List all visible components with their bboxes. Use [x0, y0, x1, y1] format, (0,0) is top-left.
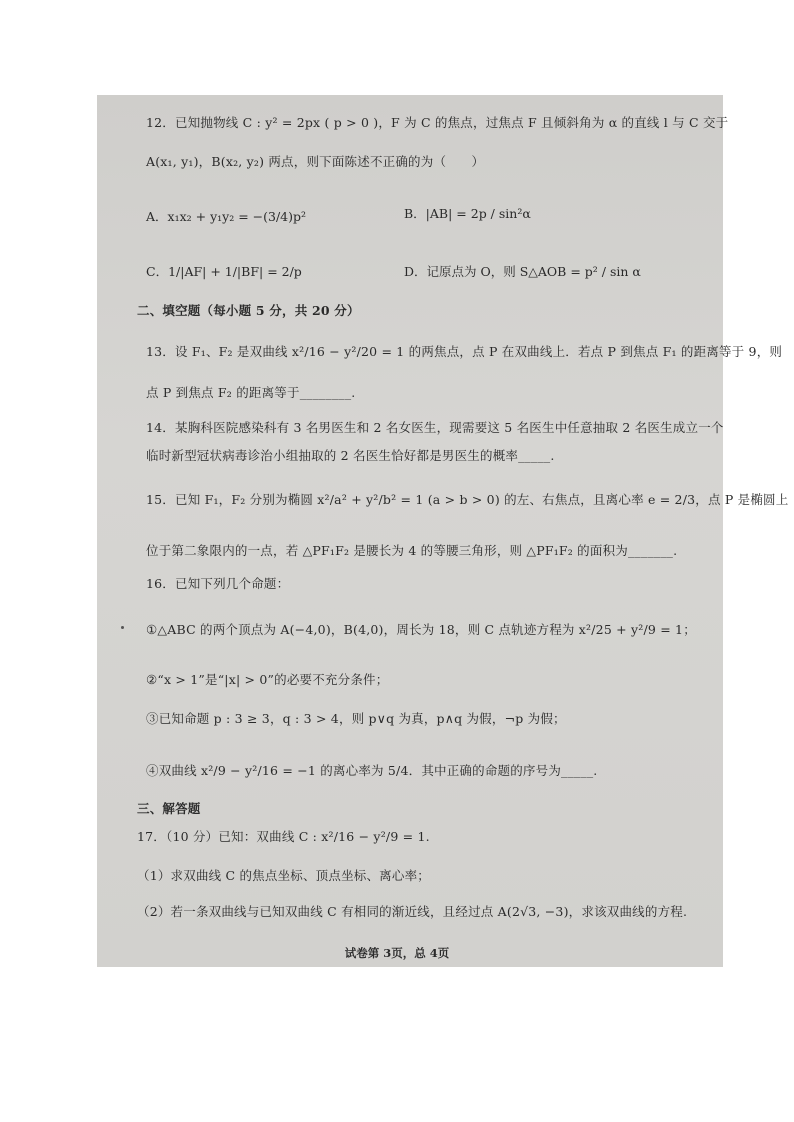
q12-option-b: B．|AB| = 2p / sin²α	[404, 206, 531, 221]
q17-part1: （1）求双曲线 C 的焦点坐标、顶点坐标、离心率；	[137, 868, 430, 883]
pen-dot-mark	[121, 626, 124, 629]
q14-line1: 14．某胸科医院感染科有 3 名男医生和 2 名女医生，现需要这 5 名医生中任意抽取 2 名医生成立一个	[146, 420, 724, 435]
q15-line2: 位于第二象限内的一点，若 △PF₁F₂ 是腰长为 4 的等腰三角形，则 △PF₁F₂ 的面积为_______.	[146, 543, 678, 558]
q16-item1: ①△ABC 的两个顶点为 A(−4,0)，B(4,0)，周长为 18，则 C 点轨迹方程为 x²/25 + y²/9 = 1；	[146, 622, 696, 637]
q12-option-c: C．1/|AF| + 1/|BF| = 2/p	[146, 264, 302, 279]
q12-stem-line2: A(x₁, y₁)，B(x₂, y₂) 两点，则下面陈述不正确的为（ ）	[146, 154, 485, 169]
page-footer: 试卷第 3页，总 4页	[344, 946, 450, 960]
q17-part2: （2）若一条双曲线与已知双曲线 C 有相同的渐近线，且经过点 A(2√3, −3)，求该双曲线的方程.	[137, 904, 688, 919]
q12-option-d: D．记原点为 O，则 S△AOB = p² / sin α	[404, 264, 641, 279]
q16-item4: ④双曲线 x²/9 − y²/16 = −1 的离心率为 5/4．其中正确的命题的序号为_____.	[146, 763, 598, 778]
q13-line1: 13．设 F₁、F₂ 是双曲线 x²/16 − y²/20 = 1 的两焦点，点 P 在双曲线上．若点 P 到焦点 F₁ 的距离等于 9，则	[146, 344, 783, 359]
q12-option-a: A．x₁x₂ + y₁y₂ = −(3/4)p²	[146, 209, 306, 224]
q17-stem: 17．（10 分）已知：双曲线 C : x²/16 − y²/9 = 1.	[137, 829, 430, 844]
q12-stem-line1: 12．已知抛物线 C : y² = 2px ( p > 0 )，F 为 C 的焦点，过焦点 F 且倾斜角为 α 的直线 l 与 C 交于	[146, 115, 729, 130]
q16-item2: ②“x > 1”是“|x| > 0”的必要不充分条件；	[146, 672, 389, 687]
q16-item3: ③已知命题 p : 3 ≥ 3，q : 3 > 4，则 p∨q 为真，p∧q 为假，¬p 为假；	[146, 711, 566, 726]
q16-intro: 16．已知下列几个命题：	[146, 576, 290, 591]
q15-line1: 15．已知 F₁，F₂ 分别为椭圆 x²/a² + y²/b² = 1 (a > b > 0) 的左、右焦点，且离心率 e = 2/3，点 P 是椭圆上	[146, 492, 789, 507]
q14-line2: 临时新型冠状病毒诊治小组抽取的 2 名医生恰好都是男医生的概率_____.	[146, 448, 555, 463]
q13-line2: 点 P 到焦点 F₂ 的距离等于________.	[146, 385, 356, 400]
section-fill-in-blank-heading: 二、填空题（每小题 5 分，共 20 分）	[137, 303, 360, 318]
section-answer-heading: 三、解答题	[137, 801, 201, 816]
